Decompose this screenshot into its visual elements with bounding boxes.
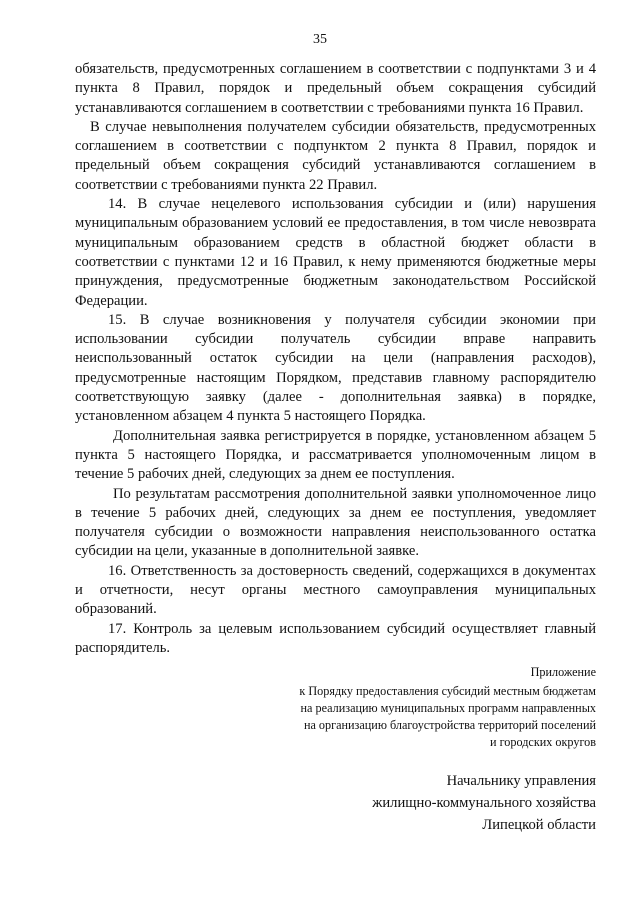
paragraph-additional-request: Дополнительная заявка регистрируется в порядке, установленном абзацем 5 пункта 5 настоящего Порядка, и рассматривается уполномоченным лицом в течение 5 рабочих дней, следующих за днем ее поступления. — [75, 427, 596, 483]
appendix-title: Приложение — [530, 665, 596, 679]
page-number: 35 — [313, 32, 327, 47]
addressee-line: Липецкой области — [482, 817, 596, 833]
document-body — [75, 60, 596, 658]
appendix-line: на реализацию муниципальных программ направленных — [300, 701, 596, 715]
paragraph-review-results: По результатам рассмотрения дополнительной заявки уполномоченное лицо в течение 5 рабочих дней, следующих за днем ее поступления, уведомляет получателя субсидии о возможности направления неиспользованного остатка субсидии на цели, указанные в дополнительной заявке. — [75, 485, 596, 560]
addressee-block — [276, 770, 596, 836]
appendix-line: на организацию благоустройства территорий поселений — [303, 718, 596, 732]
appendix-line: и городских округов — [490, 735, 596, 749]
paragraph-16: 16. Ответственность за достоверность сведений, содержащихся в документах и отчетности, несут органы местного самоуправления муниципальных образований. — [75, 562, 596, 618]
addressee-line: Начальнику управления — [446, 773, 596, 789]
paragraph-15: 15. В случае возникновения у получателя субсидии экономии при использовании субсидии получатель субсидии вправе направить неиспользованный остаток субсидии на цели (направления расходов), предусмотренные настоящим Порядком, представив главному распорядителю соответствующую заявку (далее - дополнительная заявка) в порядке, установленном абзацем 4 пункта 5 настоящего Порядка. — [75, 311, 596, 425]
paragraph-failure-obligations: В случае невыполнения получателем субсидии обязательств, предусмотренных соглашением в соответствии с подпунктом 2 пункта 8 Правил, порядок и предельный объем сокращения субсидий устанавливаются соглашением в соответствии с требованиями пункта 22 Правил. — [75, 118, 596, 193]
paragraph-17: 17. Контроль за целевым использованием субсидий осуществляет главный распорядитель. — [75, 620, 596, 656]
paragraph-14: 14. В случае нецелевого использования субсидии и (или) нарушения муниципальным образованием условий ее предоставления, в том числе невозврата муниципальным образованием средств в областной бюджет области в соответствии с пунктами 12 и 16 Правил, к нему применяются бюджетные меры принуждения, предусмотренные бюджетным законодательством Российской Федерации. — [75, 196, 596, 309]
paragraph-continuation: обязательств, предусмотренных соглашением в соответствии с подпунктами 3 и 4 пункта 8 Правил, порядок и предельный объем сокращения субсидий устанавливаются соглашением в соответствии с требованиями пункта 16 Правил. — [75, 61, 596, 116]
appendix-line: к Порядку предоставления субсидий местным бюджетам — [299, 684, 596, 698]
appendix-block — [216, 664, 596, 751]
addressee-line: жилищно-коммунального хозяйства — [372, 795, 596, 811]
